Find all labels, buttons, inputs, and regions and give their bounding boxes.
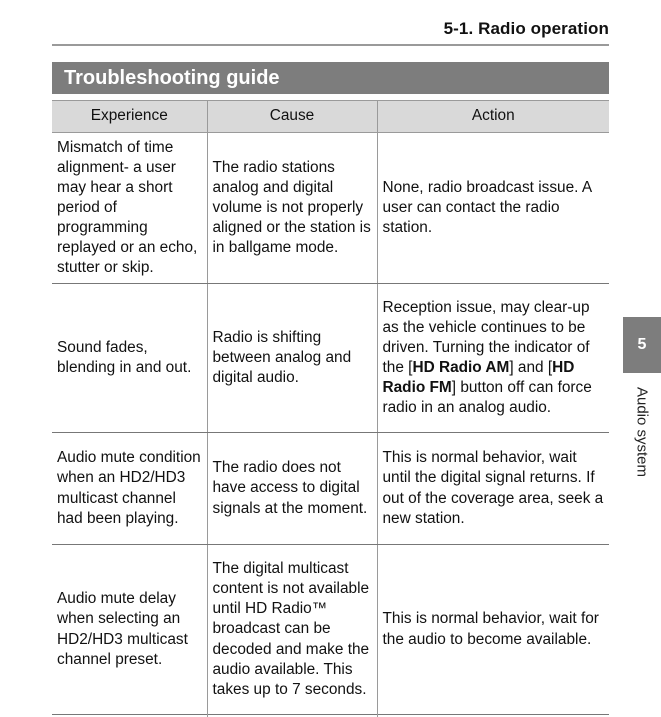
table-row [52, 433, 609, 545]
cause-cell: Radio is shifting between analog and digital audio. [207, 284, 377, 433]
cause-cell: The digital multicast content is not available until HD Radio™ broadcast can be decoded and make the audio available. This takes up to 7 seconds. [207, 545, 377, 715]
column-divider [377, 713, 378, 717]
hd-radio-am-button-name: HD Radio AM [412, 359, 510, 376]
chapter-tab: 5 [623, 317, 661, 373]
action-text: Reception issue, may clear-up as the vehicle continues to be driven. Turning the indicator of the [ [382, 298, 590, 376]
table-row [52, 284, 609, 433]
chapter-tab-label: Audio system [633, 386, 651, 478]
action-cell [377, 284, 609, 433]
section-title: Troubleshooting guide [52, 62, 609, 94]
experience-cell: Audio mute condition when an HD2/HD3 multicast channel had been playing. [52, 433, 207, 545]
cause-cell: The radio does not have access to digital signals at the moment. [207, 433, 377, 545]
hd-radio-fm-button-name: HD Radio FM [382, 359, 575, 397]
experience-cell: Audio mute delay when selecting an HD2/HD3 multicast channel preset. [52, 545, 207, 715]
table-row [52, 133, 609, 284]
column-header-experience: Experience [52, 101, 207, 133]
column-divider [207, 713, 208, 717]
action-text: ] and [ [509, 359, 553, 376]
action-cell: This is normal behavior, wait for the audio to become available. [377, 545, 609, 715]
header-rule [52, 44, 609, 46]
troubleshooting-table [52, 100, 609, 715]
experience-cell: Sound fades, blending in and out. [52, 284, 207, 433]
action-cell: This is normal behavior, wait until the digital signal returns. If out of the coverage area, seek a new station. [377, 433, 609, 545]
action-text: ] button off can force radio in an analog audio. [382, 379, 592, 417]
table-row [52, 545, 609, 715]
column-header-action: Action [377, 101, 609, 133]
experience-cell: Mismatch of time alignment- a user may hear a short period of programming replayed or an echo, stutter or skip. [52, 133, 207, 284]
running-header: 5-1. Radio operation [443, 19, 609, 38]
table-header-row [52, 101, 609, 133]
column-header-cause: Cause [207, 101, 377, 133]
action-cell: None, radio broadcast issue. A user can contact the radio station. [377, 133, 609, 284]
next-row-edge [52, 713, 609, 717]
cause-cell: The radio stations analog and digital volume is not properly aligned or the station is in ballgame mode. [207, 133, 377, 284]
